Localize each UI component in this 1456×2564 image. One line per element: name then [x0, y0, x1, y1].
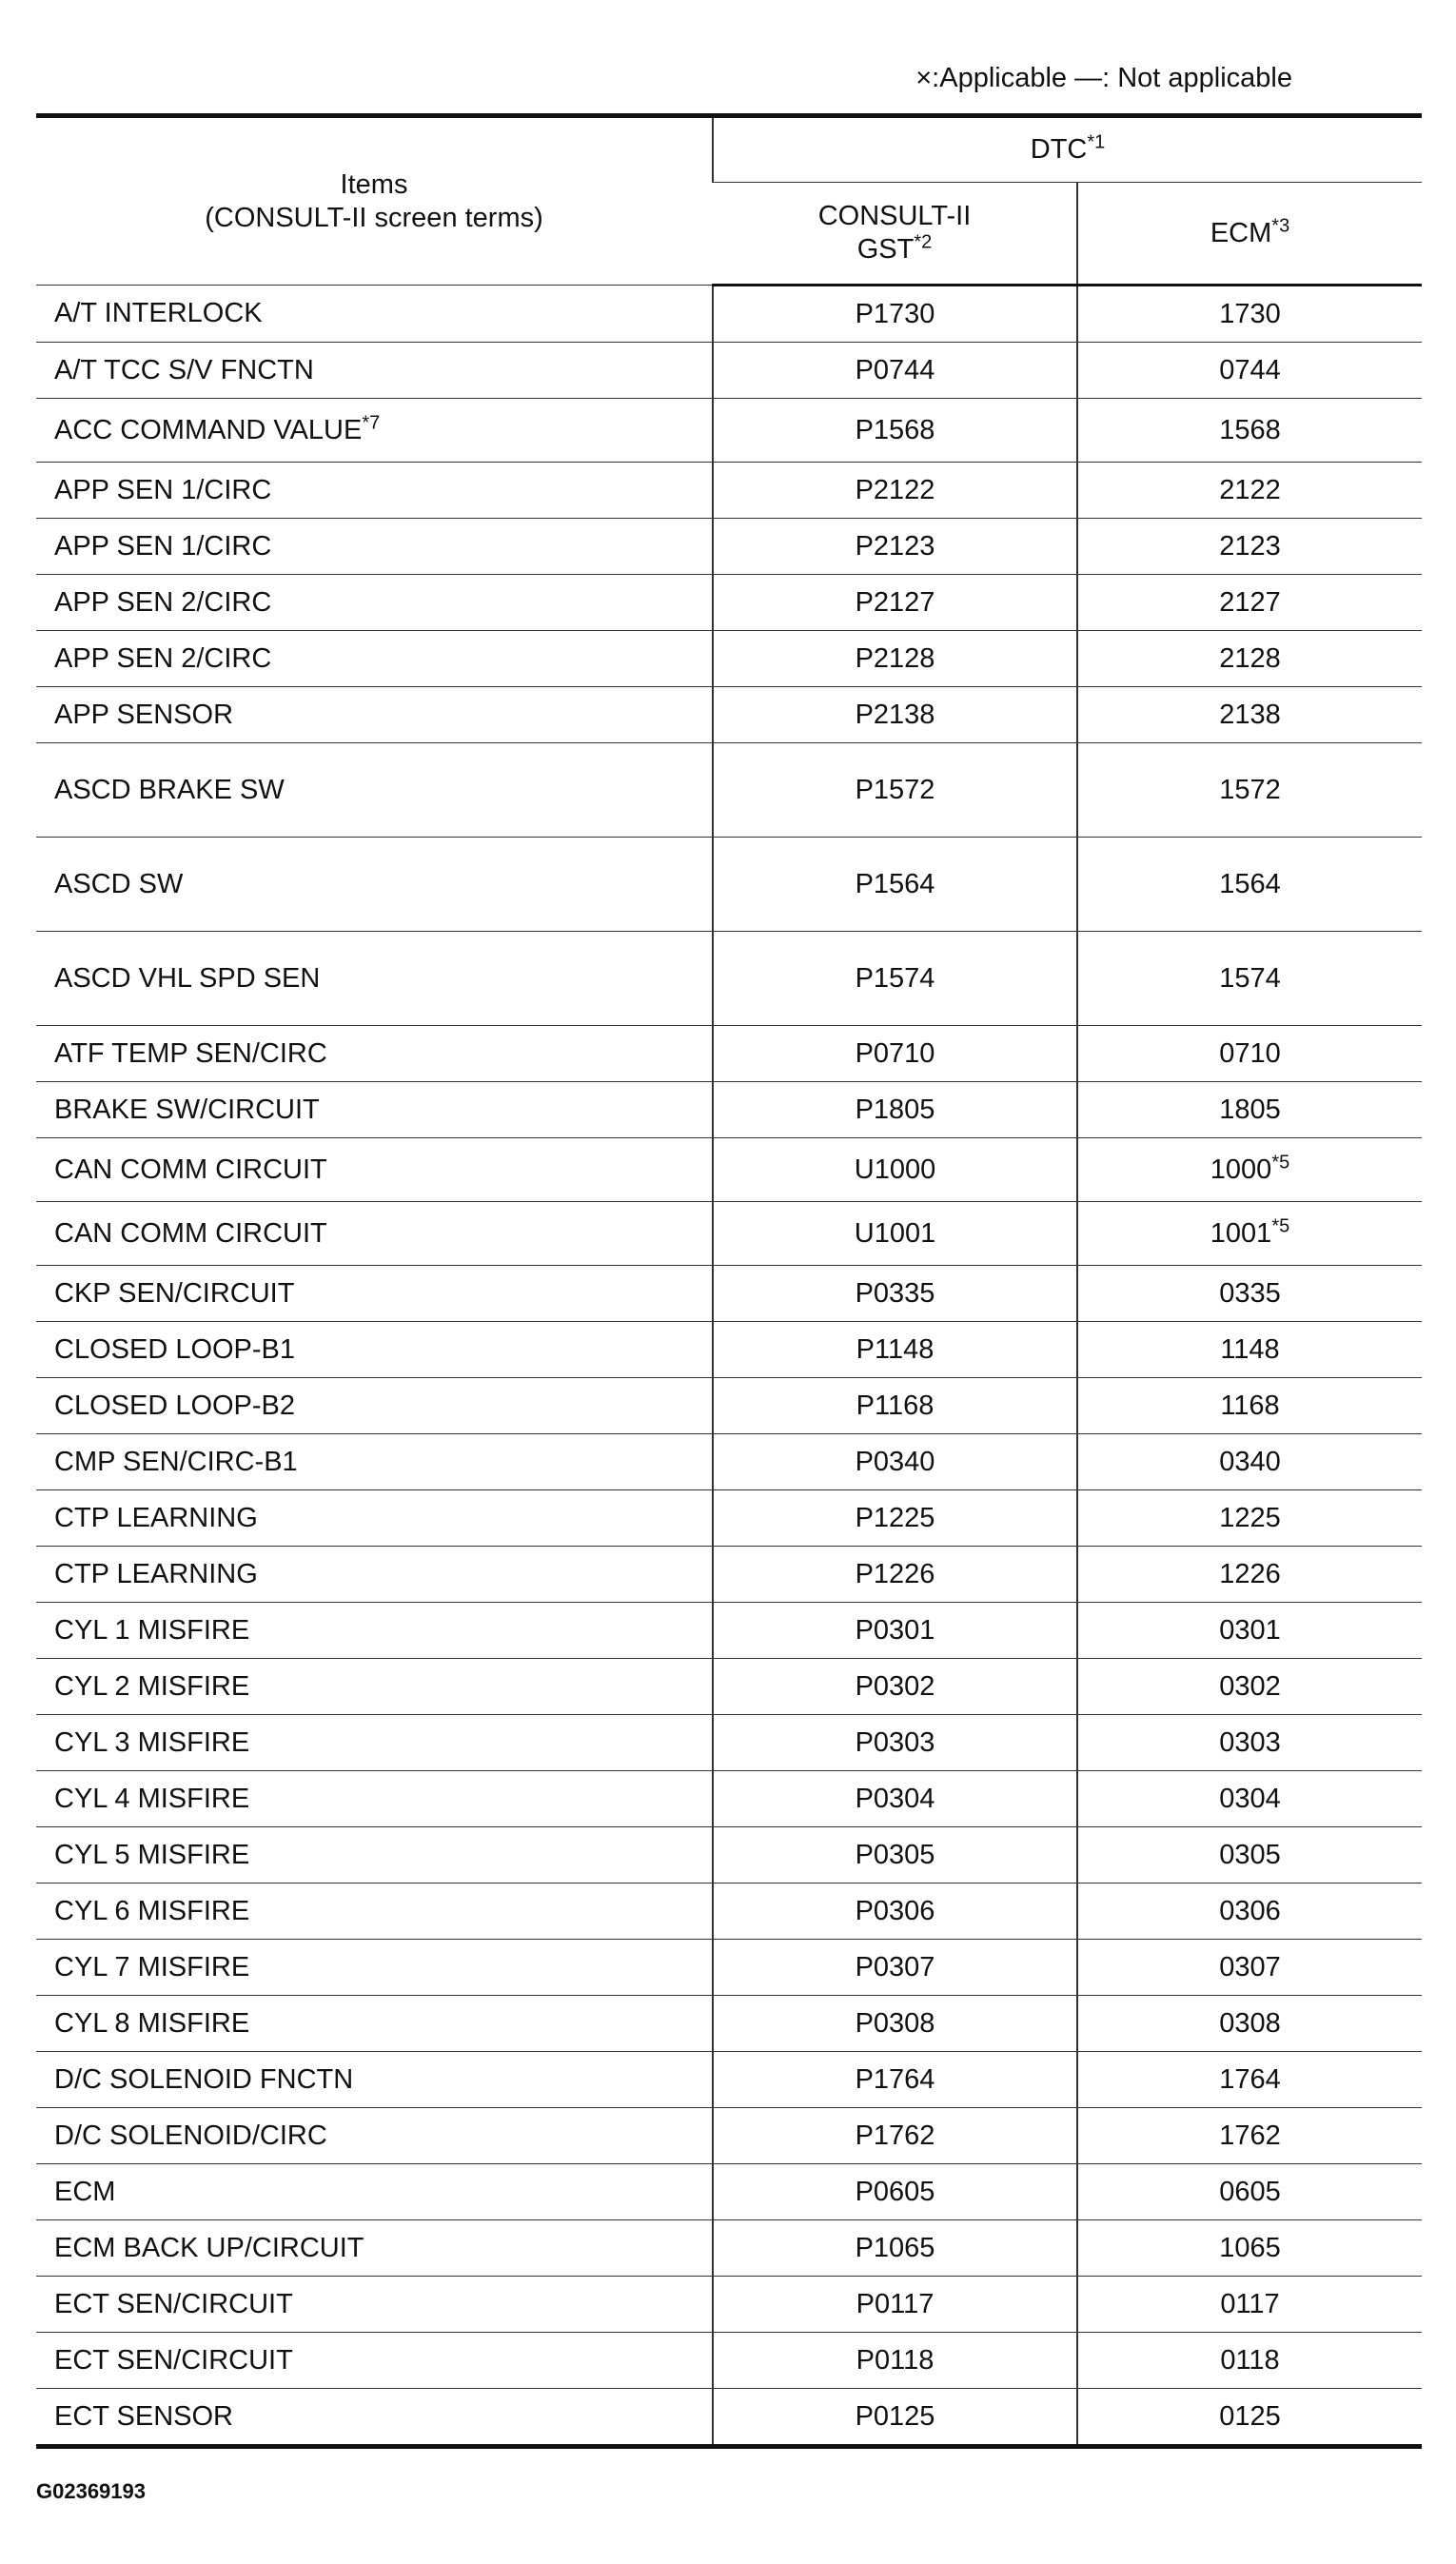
table-row: [36, 399, 1422, 463]
ecm-code: 2128: [1219, 642, 1281, 674]
ecm-code-cell: [1077, 519, 1422, 575]
table-row: [36, 1996, 1422, 2052]
ecm-code: 1764: [1219, 2063, 1281, 2095]
item-name: CTP LEARNING: [54, 1502, 258, 1533]
item-name: A/T TCC S/V FNCTN: [54, 354, 314, 385]
consult-code-cell: P0340: [713, 1434, 1077, 1490]
table-row: [36, 1434, 1422, 1490]
ecm-code-cell: [1077, 1202, 1422, 1266]
table-row: [36, 286, 1422, 343]
item-name: CMP SEN/CIRC-B1: [54, 1446, 298, 1477]
ecm-code: 0303: [1219, 1726, 1281, 1758]
ecm-code-cell: [1077, 1603, 1422, 1659]
table-row: [36, 2333, 1422, 2389]
consult-header-line2: GST: [856, 234, 915, 265]
ecm-code-cell: [1077, 1378, 1422, 1434]
item-cell: [36, 575, 713, 631]
ecm-code: 0340: [1219, 1446, 1281, 1477]
ecm-footnote: *5: [1271, 1214, 1290, 1236]
item-name: CYL 3 MISFIRE: [54, 1726, 250, 1758]
item-cell: [36, 1322, 713, 1378]
table-header: [36, 116, 1422, 286]
item-name: CYL 6 MISFIRE: [54, 1895, 250, 1926]
table-row: [36, 2277, 1422, 2333]
ecm-code: 0302: [1219, 1670, 1281, 1702]
item-name: APP SENSOR: [54, 699, 234, 730]
ecm-code-cell: [1077, 687, 1422, 743]
consult-code-cell: P1574: [713, 932, 1077, 1026]
ecm-code-cell: [1077, 631, 1422, 687]
consult-code-cell: P0305: [713, 1827, 1077, 1884]
item-name: D/C SOLENOID FNCTN: [54, 2063, 354, 2095]
ecm-header-label: ECM: [1210, 217, 1272, 248]
item-name: CAN COMM CIRCUIT: [54, 1217, 327, 1249]
table-row: [36, 2164, 1422, 2220]
item-name: ACC COMMAND VALUE: [54, 414, 363, 445]
ecm-code: 0118: [1220, 2344, 1280, 2376]
items-header-line1: Items: [340, 168, 408, 200]
ecm-code-cell: [1077, 2389, 1422, 2447]
ecm-code-cell: [1077, 575, 1422, 631]
item-cell: [36, 1827, 713, 1884]
item-cell: [36, 343, 713, 399]
consult-header-footnote: *2: [914, 231, 933, 253]
ecm-code-cell: [1077, 286, 1422, 343]
ecm-code: 0335: [1219, 1277, 1281, 1309]
ecm-code-cell: [1077, 1715, 1422, 1771]
table-row: [36, 1378, 1422, 1434]
table-row: [36, 1266, 1422, 1322]
item-cell: [36, 286, 713, 343]
ecm-code: 2123: [1219, 530, 1281, 562]
table-row: [36, 1603, 1422, 1659]
table-row: [36, 1202, 1422, 1266]
ecm-code: 1225: [1219, 1502, 1281, 1533]
item-name: CAN COMM CIRCUIT: [54, 1154, 327, 1185]
ecm-code: 1762: [1219, 2120, 1281, 2151]
table-row: [36, 519, 1422, 575]
item-cell: [36, 2052, 713, 2108]
table-row: [36, 1827, 1422, 1884]
ecm-code: 0308: [1219, 2007, 1281, 2039]
ecm-code: 1001: [1210, 1217, 1272, 1249]
item-name: ATF TEMP SEN/CIRC: [54, 1037, 327, 1069]
ecm-code: 0605: [1219, 2176, 1281, 2207]
items-column-header: [36, 116, 713, 286]
table-row: [36, 932, 1422, 1026]
ecm-code: 1572: [1219, 774, 1281, 805]
item-name: ECT SEN/CIRCUIT: [54, 2288, 293, 2319]
consult-code-cell: P1564: [713, 838, 1077, 932]
ecm-code-cell: [1077, 2277, 1422, 2333]
consult-code-cell: P1568: [713, 399, 1077, 463]
ecm-code-cell: [1077, 343, 1422, 399]
ecm-code-cell: [1077, 2164, 1422, 2220]
item-name: CYL 8 MISFIRE: [54, 2007, 250, 2039]
ecm-code: 1730: [1219, 298, 1281, 329]
item-cell: [36, 1659, 713, 1715]
consult-code-cell: P0744: [713, 343, 1077, 399]
item-cell: [36, 932, 713, 1026]
item-cell: [36, 1138, 713, 1202]
ecm-code: 1065: [1219, 2232, 1281, 2263]
consult-code-cell: P1225: [713, 1490, 1077, 1547]
table-row: [36, 631, 1422, 687]
ecm-footnote: *5: [1271, 1151, 1290, 1173]
item-cell: [36, 1996, 713, 2052]
table-row: [36, 2389, 1422, 2447]
ecm-code: 1168: [1220, 1390, 1280, 1421]
item-name: CYL 4 MISFIRE: [54, 1783, 250, 1814]
consult-code-cell: P1226: [713, 1547, 1077, 1603]
table-row: [36, 1715, 1422, 1771]
ecm-code-cell: [1077, 743, 1422, 838]
item-cell: [36, 743, 713, 838]
consult-code-cell: P2123: [713, 519, 1077, 575]
ecm-header-footnote: *3: [1271, 214, 1290, 236]
ecm-code: 2122: [1219, 474, 1281, 505]
table-row: [36, 1322, 1422, 1378]
item-cell: [36, 519, 713, 575]
item-cell: [36, 1603, 713, 1659]
ecm-code: 1000: [1210, 1154, 1272, 1185]
item-cell: [36, 2108, 713, 2164]
table-row: [36, 743, 1422, 838]
ecm-code: 2127: [1219, 586, 1281, 618]
item-name: ASCD BRAKE SW: [54, 774, 285, 805]
ecm-code: 0305: [1219, 1839, 1281, 1870]
table-row: [36, 343, 1422, 399]
item-cell: [36, 2389, 713, 2447]
item-cell: [36, 1202, 713, 1266]
item-name: CYL 1 MISFIRE: [54, 1614, 250, 1646]
ecm-code-cell: [1077, 2220, 1422, 2277]
ecm-code: 0301: [1219, 1614, 1281, 1646]
consult-code-cell: P0304: [713, 1771, 1077, 1827]
item-name: CTP LEARNING: [54, 1558, 258, 1589]
table-row: [36, 1138, 1422, 1202]
ecm-code: 1226: [1219, 1558, 1281, 1589]
consult-code-cell: P2122: [713, 463, 1077, 519]
item-cell: [36, 399, 713, 463]
item-name: CLOSED LOOP-B1: [54, 1333, 296, 1365]
ecm-code-cell: [1077, 463, 1422, 519]
ecm-code: 0307: [1219, 1951, 1281, 1982]
consult-code-cell: P0118: [713, 2333, 1077, 2389]
ecm-code: 1568: [1219, 414, 1281, 445]
item-name: ECM: [54, 2176, 116, 2207]
ecm-code: 0306: [1219, 1895, 1281, 1926]
dtc-table: [36, 113, 1422, 2449]
consult-code-cell: P0117: [713, 2277, 1077, 2333]
table-row: [36, 838, 1422, 932]
item-cell: [36, 687, 713, 743]
items-header-line2: (CONSULT-II screen terms): [205, 202, 543, 233]
item-footnote: *7: [362, 411, 381, 433]
ecm-code-cell: [1077, 2108, 1422, 2164]
table-row: [36, 1490, 1422, 1547]
item-name: APP SEN 2/CIRC: [54, 642, 272, 674]
item-cell: [36, 1715, 713, 1771]
item-name: ECT SENSOR: [54, 2400, 234, 2432]
ecm-code-cell: [1077, 399, 1422, 463]
item-name: ASCD SW: [54, 868, 184, 899]
consult-column-header: [713, 183, 1077, 286]
ecm-code-cell: [1077, 1082, 1422, 1138]
consult-code-cell: P0302: [713, 1659, 1077, 1715]
ecm-code-cell: [1077, 932, 1422, 1026]
item-cell: [36, 631, 713, 687]
item-cell: [36, 1266, 713, 1322]
consult-code-cell: P1762: [713, 2108, 1077, 2164]
item-cell: [36, 1884, 713, 1940]
applicability-legend: ×:Applicable —: Not applicable: [915, 63, 1292, 93]
ecm-column-header: [1077, 183, 1422, 286]
item-name: ASCD VHL SPD SEN: [54, 962, 321, 994]
ecm-code: 1564: [1219, 868, 1281, 899]
item-cell: [36, 1771, 713, 1827]
item-cell: [36, 1026, 713, 1082]
consult-code-cell: P0306: [713, 1884, 1077, 1940]
item-name: CYL 2 MISFIRE: [54, 1670, 250, 1702]
item-cell: [36, 838, 713, 932]
ecm-code-cell: [1077, 838, 1422, 932]
item-name: APP SEN 1/CIRC: [54, 474, 272, 505]
consult-code-cell: P0303: [713, 1715, 1077, 1771]
dtc-group-header: [713, 116, 1422, 183]
table-row: [36, 1771, 1422, 1827]
table-row: [36, 1659, 1422, 1715]
ecm-code: 0117: [1220, 2288, 1280, 2319]
ecm-code-cell: [1077, 1434, 1422, 1490]
item-cell: [36, 2164, 713, 2220]
consult-code-cell: P0605: [713, 2164, 1077, 2220]
ecm-code-cell: [1077, 1884, 1422, 1940]
ecm-code-cell: [1077, 1940, 1422, 1996]
consult-code-cell: P0308: [713, 1996, 1077, 2052]
table-row: [36, 1026, 1422, 1082]
item-cell: [36, 1434, 713, 1490]
consult-header-line1: CONSULT-II: [817, 201, 972, 232]
item-cell: [36, 2333, 713, 2389]
item-name: ECT SEN/CIRCUIT: [54, 2344, 293, 2376]
consult-code-cell: P0335: [713, 1266, 1077, 1322]
ecm-code: 0744: [1219, 354, 1281, 385]
item-name: BRAKE SW/CIRCUIT: [54, 1094, 320, 1125]
table-row: [36, 2220, 1422, 2277]
consult-code-cell: P2128: [713, 631, 1077, 687]
ecm-code-cell: [1077, 1996, 1422, 2052]
table-row: [36, 463, 1422, 519]
item-cell: [36, 1378, 713, 1434]
consult-code-cell: P1805: [713, 1082, 1077, 1138]
item-name: CYL 7 MISFIRE: [54, 1951, 250, 1982]
item-name: CLOSED LOOP-B2: [54, 1390, 296, 1421]
consult-code-cell: P1065: [713, 2220, 1077, 2277]
consult-code-cell: P1572: [713, 743, 1077, 838]
item-cell: [36, 2277, 713, 2333]
consult-code-cell: P0307: [713, 1940, 1077, 1996]
consult-code-cell: P0125: [713, 2389, 1077, 2447]
figure-id: G02369193: [36, 2479, 146, 2503]
item-name: CYL 5 MISFIRE: [54, 1839, 250, 1870]
ecm-code: 0304: [1219, 1783, 1281, 1814]
table-row: [36, 1884, 1422, 1940]
dtc-header-label: DTC: [1030, 134, 1088, 166]
consult-code-cell: P1764: [713, 2052, 1077, 2108]
table-row: [36, 1940, 1422, 1996]
item-name: CKP SEN/CIRCUIT: [54, 1277, 295, 1309]
ecm-code-cell: [1077, 1659, 1422, 1715]
ecm-code: 0710: [1219, 1037, 1281, 1069]
ecm-code: 1805: [1219, 1094, 1281, 1125]
consult-code-cell: P1168: [713, 1378, 1077, 1434]
consult-code-cell: P2138: [713, 687, 1077, 743]
ecm-code-cell: [1077, 2052, 1422, 2108]
table-row: [36, 2108, 1422, 2164]
item-cell: [36, 2220, 713, 2277]
ecm-code-cell: [1077, 1490, 1422, 1547]
item-name: ECM BACK UP/CIRCUIT: [54, 2232, 364, 2263]
item-name: APP SEN 1/CIRC: [54, 530, 272, 562]
item-cell: [36, 1082, 713, 1138]
consult-code-cell: P1148: [713, 1322, 1077, 1378]
item-name: APP SEN 2/CIRC: [54, 586, 272, 618]
consult-code-cell: U1001: [713, 1202, 1077, 1266]
consult-code-cell: P1730: [713, 286, 1077, 343]
dtc-header-footnote: *1: [1087, 131, 1106, 153]
table-row: [36, 687, 1422, 743]
item-name: A/T INTERLOCK: [54, 298, 263, 328]
table-row: [36, 1082, 1422, 1138]
ecm-code: 2138: [1219, 699, 1281, 730]
consult-code-cell: P0710: [713, 1026, 1077, 1082]
ecm-code-cell: [1077, 1138, 1422, 1202]
ecm-code: 0125: [1219, 2400, 1281, 2432]
ecm-code-cell: [1077, 1026, 1422, 1082]
item-cell: [36, 1940, 713, 1996]
consult-code-cell: P2127: [713, 575, 1077, 631]
table-row: [36, 1547, 1422, 1603]
consult-code-cell: U1000: [713, 1138, 1077, 1202]
consult-code-cell: P0301: [713, 1603, 1077, 1659]
table-row: [36, 2052, 1422, 2108]
ecm-code: 1574: [1219, 962, 1281, 994]
table-row: [36, 575, 1422, 631]
ecm-code: 1148: [1220, 1333, 1280, 1365]
ecm-code-cell: [1077, 1266, 1422, 1322]
ecm-code-cell: [1077, 1771, 1422, 1827]
ecm-code-cell: [1077, 1322, 1422, 1378]
ecm-code-cell: [1077, 2333, 1422, 2389]
ecm-code-cell: [1077, 1547, 1422, 1603]
item-name: D/C SOLENOID/CIRC: [54, 2120, 327, 2151]
item-cell: [36, 1490, 713, 1547]
table-body: [36, 286, 1422, 2447]
item-cell: [36, 463, 713, 519]
item-cell: [36, 1547, 713, 1603]
ecm-code-cell: [1077, 1827, 1422, 1884]
